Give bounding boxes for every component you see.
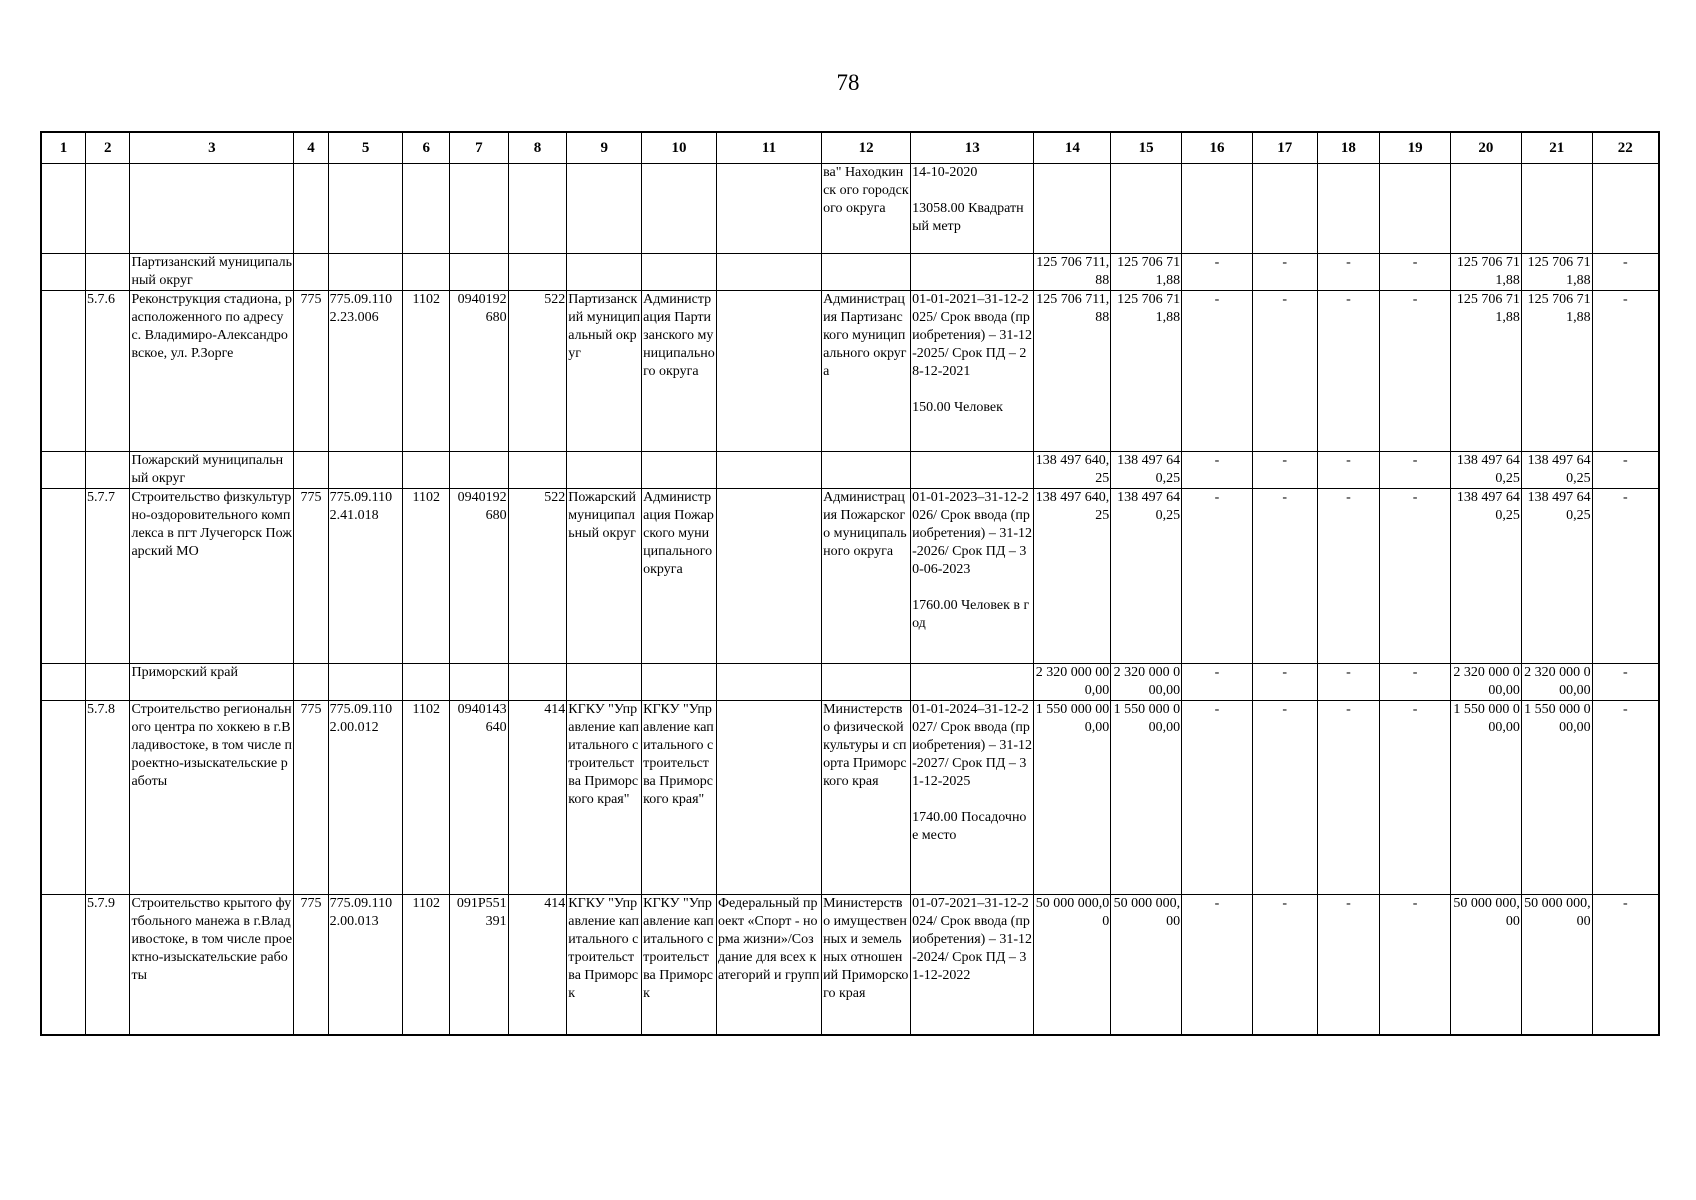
cell-col-17: - — [1252, 895, 1317, 1035]
cell-col-5 — [328, 664, 403, 701]
cell-col-5: 775.09.1102.41.018 — [328, 489, 403, 664]
cell-col-18 — [1317, 164, 1380, 254]
cell-col-17: - — [1252, 489, 1317, 664]
cell-col-4: 775 — [294, 489, 328, 664]
cell-col-6 — [403, 254, 450, 291]
column-header-15: 15 — [1111, 132, 1182, 164]
cell-col-4 — [294, 664, 328, 701]
cell-col-7: 091P551391 — [450, 895, 509, 1035]
cell-col-16 — [1182, 164, 1253, 254]
cell-col-1 — [41, 452, 85, 489]
cell-col-20: 1 550 000 000,00 — [1451, 701, 1522, 895]
cell-col-8: 522 — [508, 489, 567, 664]
header-row — [41, 132, 1659, 164]
cell-col-20: 2 320 000 000,00 — [1451, 664, 1522, 701]
cell-col-21: 1 550 000 000,00 — [1521, 701, 1592, 895]
cell-col-6: 1102 — [403, 291, 450, 452]
cell-col-19: - — [1380, 254, 1451, 291]
cell-col-12: Министерство физической культуры и спорта Приморского края — [822, 701, 911, 895]
cell-col-1 — [41, 701, 85, 895]
column-header-11: 11 — [716, 132, 821, 164]
cell-col-3 — [130, 164, 294, 254]
cell-col-5: 775.09.1102.00.013 — [328, 895, 403, 1035]
cell-col-8: 414 — [508, 895, 567, 1035]
cell-col-17: - — [1252, 254, 1317, 291]
cell-col-7 — [450, 452, 509, 489]
cell-col-1 — [41, 291, 85, 452]
table-row — [41, 452, 1659, 489]
cell-col-20: 50 000 000,00 — [1451, 895, 1522, 1035]
cell-col-18: - — [1317, 701, 1380, 895]
cell-col-21: 138 497 640,25 — [1521, 452, 1592, 489]
cell-col-2: 5.7.7 — [85, 489, 129, 664]
cell-col-14: 138 497 640,25 — [1034, 489, 1111, 664]
cell-col-7: 0940143640 — [450, 701, 509, 895]
cell-col-21: 2 320 000 000,00 — [1521, 664, 1592, 701]
cell-col-1 — [41, 164, 85, 254]
table-row — [41, 489, 1659, 664]
cell-col-5 — [328, 164, 403, 254]
cell-col-20: 125 706 711,88 — [1451, 254, 1522, 291]
cell-col-15: 138 497 640,25 — [1111, 452, 1182, 489]
table-row — [41, 291, 1659, 452]
cell-col-15: 125 706 711,88 — [1111, 254, 1182, 291]
cell-col-17 — [1252, 164, 1317, 254]
cell-col-4 — [294, 164, 328, 254]
cell-col-13: 01-01-2024–31-12-2027/ Срок ввода (приобретения) – 31-12-2027/ Срок ПД – 31-12-2025 1740.00 Посадочное место — [911, 701, 1034, 895]
cell-col-22: - — [1592, 254, 1659, 291]
cell-col-11 — [716, 254, 821, 291]
cell-col-7 — [450, 254, 509, 291]
table-row — [41, 895, 1659, 1035]
cell-col-13 — [911, 664, 1034, 701]
cell-col-6 — [403, 664, 450, 701]
cell-col-8 — [508, 164, 567, 254]
cell-col-13 — [911, 452, 1034, 489]
cell-col-13: 01-01-2023–31-12-2026/ Срок ввода (приобретения) – 31-12-2026/ Срок ПД – 30-06-2023 1760.00 Человек в год — [911, 489, 1034, 664]
cell-col-16: - — [1182, 291, 1253, 452]
cell-col-14: 1 550 000 000,00 — [1034, 701, 1111, 895]
cell-col-17: - — [1252, 452, 1317, 489]
cell-col-22: - — [1592, 291, 1659, 452]
column-header-21: 21 — [1521, 132, 1592, 164]
cell-col-12: Министерство имущественных и земельных отношений Приморского края — [822, 895, 911, 1035]
column-header-9: 9 — [567, 132, 642, 164]
cell-col-15: 50 000 000,00 — [1111, 895, 1182, 1035]
cell-col-16: - — [1182, 701, 1253, 895]
cell-col-9 — [567, 664, 642, 701]
cell-col-15: 138 497 640,25 — [1111, 489, 1182, 664]
cell-col-14: 138 497 640,25 — [1034, 452, 1111, 489]
cell-col-3: Пожарский муниципальный округ — [130, 452, 294, 489]
cell-col-15: 2 320 000 000,00 — [1111, 664, 1182, 701]
column-header-5: 5 — [328, 132, 403, 164]
cell-col-7: 0940192680 — [450, 291, 509, 452]
cell-col-11 — [716, 164, 821, 254]
cell-col-8 — [508, 452, 567, 489]
cell-col-1 — [41, 254, 85, 291]
cell-col-19: - — [1380, 489, 1451, 664]
cell-col-5: 775.09.1102.23.006 — [328, 291, 403, 452]
cell-col-18: - — [1317, 664, 1380, 701]
table-body — [41, 164, 1659, 1035]
cell-col-4: 775 — [294, 701, 328, 895]
column-header-8: 8 — [508, 132, 567, 164]
table-row — [41, 664, 1659, 701]
column-header-20: 20 — [1451, 132, 1522, 164]
cell-col-18: - — [1317, 895, 1380, 1035]
table-row — [41, 164, 1659, 254]
cell-col-22: - — [1592, 701, 1659, 895]
cell-col-7 — [450, 664, 509, 701]
cell-col-15: 125 706 711,88 — [1111, 291, 1182, 452]
cell-col-2 — [85, 452, 129, 489]
cell-col-19: - — [1380, 701, 1451, 895]
cell-col-13 — [911, 254, 1034, 291]
cell-col-17: - — [1252, 291, 1317, 452]
cell-col-3: Реконструкция стадиона, расположенного по адресу с. Владимиро-Александровское, ул. Р.Зорге — [130, 291, 294, 452]
column-header-17: 17 — [1252, 132, 1317, 164]
cell-col-15 — [1111, 164, 1182, 254]
cell-col-14 — [1034, 164, 1111, 254]
cell-col-21: 50 000 000,00 — [1521, 895, 1592, 1035]
cell-col-18: - — [1317, 254, 1380, 291]
cell-col-4 — [294, 254, 328, 291]
cell-col-10: Администрация Пожарского муниципального округа — [642, 489, 717, 664]
budget-table — [40, 131, 1660, 1036]
cell-col-10 — [642, 664, 717, 701]
cell-col-12: Администрация Пожарского муниципального округа — [822, 489, 911, 664]
cell-col-18: - — [1317, 291, 1380, 452]
cell-col-2 — [85, 664, 129, 701]
cell-col-10 — [642, 452, 717, 489]
cell-col-6: 1102 — [403, 701, 450, 895]
cell-col-16: - — [1182, 489, 1253, 664]
cell-col-3: Строительство физкультурно-оздоровительного комплекса в пгт Лучегорск Пожарский МО — [130, 489, 294, 664]
cell-col-10 — [642, 254, 717, 291]
cell-col-4 — [294, 452, 328, 489]
cell-col-22: - — [1592, 895, 1659, 1035]
cell-col-16: - — [1182, 254, 1253, 291]
cell-col-2 — [85, 254, 129, 291]
cell-col-19 — [1380, 164, 1451, 254]
cell-col-6: 1102 — [403, 489, 450, 664]
cell-col-20 — [1451, 164, 1522, 254]
cell-col-19: - — [1380, 452, 1451, 489]
cell-col-1 — [41, 489, 85, 664]
cell-col-12 — [822, 664, 911, 701]
page-number: 78 — [836, 70, 860, 95]
cell-col-17: - — [1252, 664, 1317, 701]
cell-col-5 — [328, 452, 403, 489]
cell-col-19: - — [1380, 895, 1451, 1035]
cell-col-10: Администрация Партизанского муниципального округа — [642, 291, 717, 452]
cell-col-2: 5.7.6 — [85, 291, 129, 452]
cell-col-19: - — [1380, 664, 1451, 701]
cell-col-1 — [41, 895, 85, 1035]
cell-col-14: 125 706 711,88 — [1034, 254, 1111, 291]
column-header-10: 10 — [642, 132, 717, 164]
cell-col-3: Строительство регионального центра по хоккею в г.Владивостоке, в том числе проектно-изыскательские работы — [130, 701, 294, 895]
column-header-22: 22 — [1592, 132, 1659, 164]
cell-col-9: КГКУ "Управление капитального строительства Приморск — [567, 895, 642, 1035]
column-header-3: 3 — [130, 132, 294, 164]
cell-col-4: 775 — [294, 291, 328, 452]
cell-col-9: Пожарский муниципальный округ — [567, 489, 642, 664]
cell-col-7 — [450, 164, 509, 254]
cell-col-22: - — [1592, 664, 1659, 701]
cell-col-17: - — [1252, 701, 1317, 895]
cell-col-3: Строительство крытого футбольного манежа в г.Владивостоке, в том числе проектно-изыскательские работы — [130, 895, 294, 1035]
cell-col-3: Приморский край — [130, 664, 294, 701]
cell-col-2: 5.7.9 — [85, 895, 129, 1035]
cell-col-12: ва" Находкинск ого городского округа — [822, 164, 911, 254]
cell-col-9: КГКУ "Управление капитального строительства Приморского края" — [567, 701, 642, 895]
cell-col-11: Федеральный проект «Спорт - норма жизни»/Создание для всех категорий и групп — [716, 895, 821, 1035]
cell-col-14: 50 000 000,00 — [1034, 895, 1111, 1035]
cell-col-14: 125 706 711,88 — [1034, 291, 1111, 452]
cell-col-9: Партизанский муниципальный округ — [567, 291, 642, 452]
column-header-2: 2 — [85, 132, 129, 164]
column-header-12: 12 — [822, 132, 911, 164]
cell-col-11 — [716, 452, 821, 489]
cell-col-20: 125 706 711,88 — [1451, 291, 1522, 452]
cell-col-8 — [508, 664, 567, 701]
cell-col-13: 01-07-2021–31-12-2024/ Срок ввода (приобретения) – 31-12-2024/ Срок ПД – 31-12-2022 — [911, 895, 1034, 1035]
cell-col-9 — [567, 452, 642, 489]
cell-col-8: 414 — [508, 701, 567, 895]
cell-col-8 — [508, 254, 567, 291]
table-row — [41, 701, 1659, 895]
cell-col-22: - — [1592, 452, 1659, 489]
cell-col-8: 522 — [508, 291, 567, 452]
cell-col-1 — [41, 664, 85, 701]
cell-col-6 — [403, 452, 450, 489]
cell-col-10: КГКУ "Управление капитального строительства Приморск — [642, 895, 717, 1035]
cell-col-22 — [1592, 164, 1659, 254]
column-header-1: 1 — [41, 132, 85, 164]
cell-col-16: - — [1182, 452, 1253, 489]
cell-col-5: 775.09.1102.00.012 — [328, 701, 403, 895]
cell-col-4: 775 — [294, 895, 328, 1035]
column-header-18: 18 — [1317, 132, 1380, 164]
cell-col-21: 138 497 640,25 — [1521, 489, 1592, 664]
cell-col-16: - — [1182, 895, 1253, 1035]
cell-col-16: - — [1182, 664, 1253, 701]
cell-col-13: 14-10-2020 13058.00 Квадратный метр — [911, 164, 1034, 254]
cell-col-3: Партизанский муниципальный округ — [130, 254, 294, 291]
column-header-4: 4 — [294, 132, 328, 164]
cell-col-22: - — [1592, 489, 1659, 664]
cell-col-12: Администрация Партизанского муниципального округа — [822, 291, 911, 452]
column-header-6: 6 — [403, 132, 450, 164]
cell-col-12 — [822, 452, 911, 489]
cell-col-12 — [822, 254, 911, 291]
cell-col-11 — [716, 701, 821, 895]
cell-col-2 — [85, 164, 129, 254]
cell-col-18: - — [1317, 489, 1380, 664]
cell-col-15: 1 550 000 000,00 — [1111, 701, 1182, 895]
cell-col-6: 1102 — [403, 895, 450, 1035]
table-row — [41, 254, 1659, 291]
cell-col-2: 5.7.8 — [85, 701, 129, 895]
cell-col-11 — [716, 291, 821, 452]
cell-col-10: КГКУ "Управление капитального строительства Приморского края" — [642, 701, 717, 895]
cell-col-9 — [567, 164, 642, 254]
cell-col-5 — [328, 254, 403, 291]
cell-col-21: 125 706 711,88 — [1521, 291, 1592, 452]
column-header-13: 13 — [911, 132, 1034, 164]
cell-col-18: - — [1317, 452, 1380, 489]
cell-col-11 — [716, 489, 821, 664]
cell-col-10 — [642, 164, 717, 254]
cell-col-20: 138 497 640,25 — [1451, 452, 1522, 489]
column-header-14: 14 — [1034, 132, 1111, 164]
cell-col-21: 125 706 711,88 — [1521, 254, 1592, 291]
cell-col-19: - — [1380, 291, 1451, 452]
cell-col-7: 0940192680 — [450, 489, 509, 664]
column-header-7: 7 — [450, 132, 509, 164]
column-header-16: 16 — [1182, 132, 1253, 164]
cell-col-11 — [716, 664, 821, 701]
cell-col-13: 01-01-2021–31-12-2025/ Срок ввода (приобретения) – 31-12-2025/ Срок ПД – 28-12-2021 150.00 Человек — [911, 291, 1034, 452]
cell-col-14: 2 320 000 000,00 — [1034, 664, 1111, 701]
column-header-19: 19 — [1380, 132, 1451, 164]
cell-col-6 — [403, 164, 450, 254]
cell-col-9 — [567, 254, 642, 291]
cell-col-20: 138 497 640,25 — [1451, 489, 1522, 664]
cell-col-21 — [1521, 164, 1592, 254]
